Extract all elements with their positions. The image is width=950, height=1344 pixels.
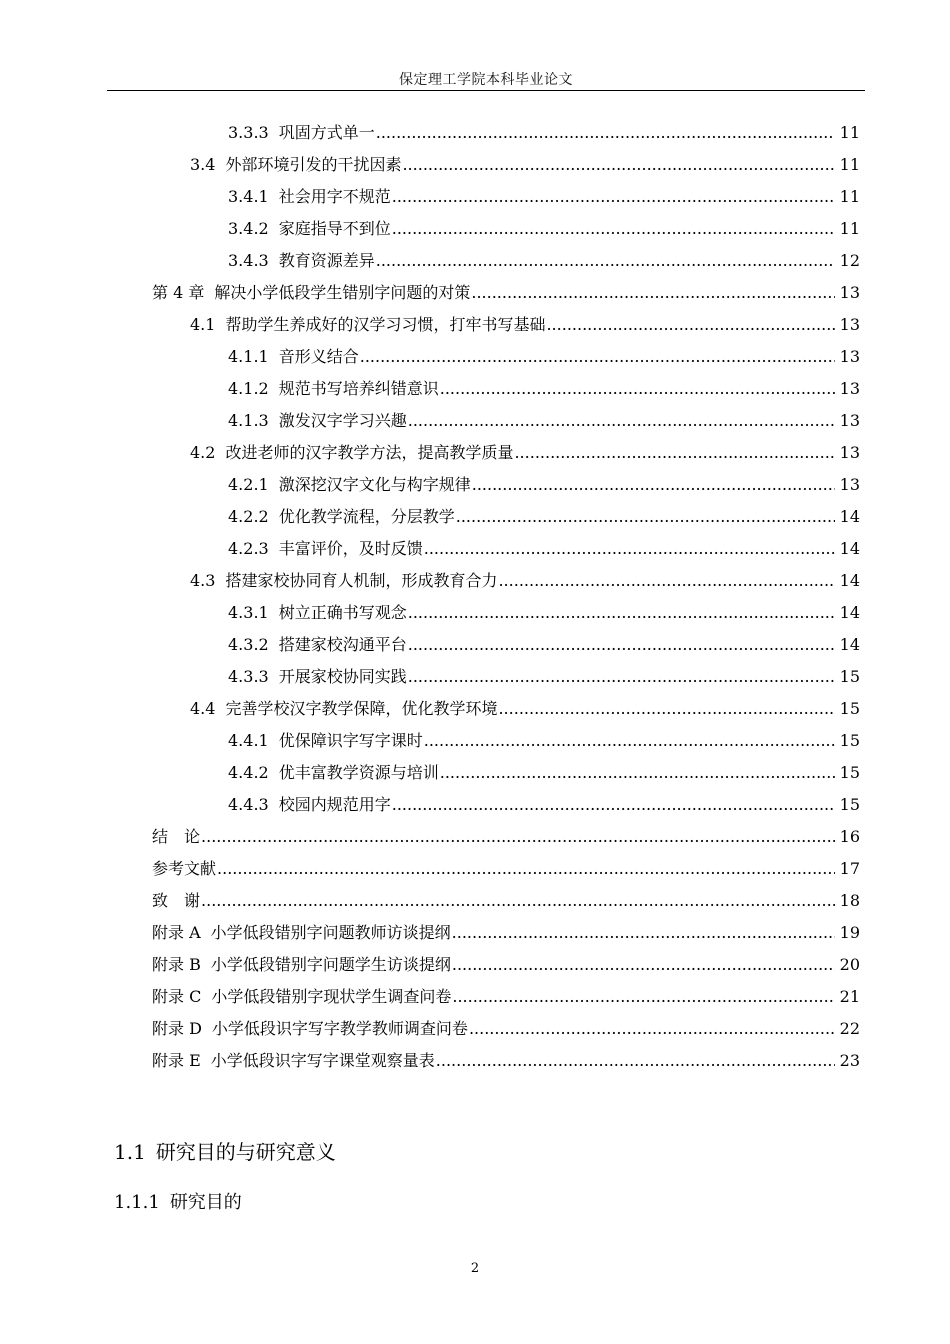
toc-entry-title: 外部环境引发的干扰因素 bbox=[225, 155, 402, 174]
toc-entry-title: 结 论 bbox=[152, 827, 201, 846]
toc-entry-page: 14 bbox=[839, 603, 860, 622]
toc-dot-leader bbox=[402, 149, 835, 181]
table-of-contents bbox=[0, 117, 950, 1077]
toc-entry-page: 11 bbox=[839, 155, 860, 174]
toc-entry[interactable] bbox=[0, 693, 950, 725]
toc-dot-leader bbox=[217, 853, 835, 885]
toc-entry-label bbox=[228, 117, 375, 149]
toc-entry-label bbox=[190, 693, 497, 725]
toc-entry[interactable] bbox=[0, 917, 950, 949]
toc-entry-title: 规范书写培养纠错意识 bbox=[278, 379, 439, 398]
section-heading-1-1 bbox=[114, 1138, 336, 1166]
toc-entry-number: 附录 A bbox=[152, 923, 201, 942]
toc-dot-leader bbox=[376, 245, 835, 277]
toc-dot-leader bbox=[376, 117, 835, 149]
toc-entry[interactable] bbox=[0, 309, 950, 341]
toc-entry[interactable] bbox=[0, 757, 950, 789]
toc-entry-page: 18 bbox=[839, 891, 860, 910]
toc-entry-number: 第 4 章 bbox=[152, 283, 205, 302]
toc-dot-leader bbox=[452, 917, 835, 949]
toc-dot-leader bbox=[392, 213, 835, 245]
toc-dot-leader bbox=[498, 693, 835, 725]
toc-dot-leader bbox=[360, 341, 835, 373]
toc-entry-number: 4.1.3 bbox=[228, 411, 269, 430]
toc-dot-leader bbox=[436, 1045, 835, 1077]
page-number: 2 bbox=[470, 1261, 480, 1276]
toc-entry-page: 11 bbox=[839, 123, 860, 142]
toc-entry-number: 4.1 bbox=[190, 315, 216, 334]
toc-dot-leader bbox=[469, 1013, 835, 1045]
toc-entry-label bbox=[228, 661, 407, 693]
toc-entry-page: 21 bbox=[839, 987, 860, 1006]
toc-entry-page: 23 bbox=[839, 1051, 860, 1070]
toc-entry-title: 参考文献 bbox=[152, 859, 217, 878]
toc-entry-page: 20 bbox=[839, 955, 860, 974]
toc-entry-label bbox=[190, 565, 497, 597]
toc-entry-page: 13 bbox=[839, 347, 860, 366]
toc-entry[interactable] bbox=[0, 213, 950, 245]
toc-entry-number: 4.2.3 bbox=[228, 539, 269, 558]
toc-entry-label bbox=[190, 149, 401, 181]
toc-entry-label bbox=[152, 821, 200, 853]
toc-entry-label bbox=[228, 373, 439, 405]
toc-entry-page: 16 bbox=[839, 827, 860, 846]
subsection-heading-number: 1.1.1 bbox=[114, 1192, 160, 1213]
toc-entry-page: 13 bbox=[839, 475, 860, 494]
toc-entry-number: 4.2.1 bbox=[228, 475, 269, 494]
toc-dot-leader bbox=[424, 725, 835, 757]
toc-entry-number: 3.4.3 bbox=[228, 251, 269, 270]
section-heading-title: 研究目的与研究意义 bbox=[155, 1140, 336, 1164]
toc-entry-number: 4.1.2 bbox=[228, 379, 269, 398]
toc-entry-label bbox=[228, 405, 407, 437]
toc-entry[interactable] bbox=[0, 853, 950, 885]
toc-entry-number: 4.3 bbox=[190, 571, 216, 590]
toc-entry[interactable] bbox=[0, 501, 950, 533]
toc-entry-label bbox=[228, 597, 407, 629]
toc-entry-label bbox=[152, 885, 200, 917]
toc-entry-label bbox=[228, 725, 423, 757]
toc-entry[interactable] bbox=[0, 885, 950, 917]
toc-entry-title: 完善学校汉字教学保障，优化教学环境 bbox=[225, 699, 498, 718]
toc-entry-page: 14 bbox=[839, 507, 860, 526]
toc-entry[interactable] bbox=[0, 405, 950, 437]
toc-entry-title: 开展家校协同实践 bbox=[278, 667, 407, 686]
toc-entry-label bbox=[228, 789, 391, 821]
toc-entry-label bbox=[228, 629, 407, 661]
toc-entry-title: 丰富评价，及时反馈 bbox=[278, 539, 423, 558]
toc-entry-title: 优丰富教学资源与培训 bbox=[278, 763, 439, 782]
toc-entry[interactable] bbox=[0, 725, 950, 757]
toc-entry-page: 22 bbox=[839, 1019, 860, 1038]
toc-entry-label bbox=[228, 341, 359, 373]
toc-entry-number: 3.4.2 bbox=[228, 219, 269, 238]
toc-entry-label bbox=[228, 469, 471, 501]
toc-entry-title: 小学低段错别字问题教师访谈提纲 bbox=[210, 923, 451, 942]
toc-entry-title: 解决小学低段学生错别字问题的对策 bbox=[214, 283, 471, 302]
toc-entry[interactable] bbox=[0, 117, 950, 149]
toc-entry-page: 17 bbox=[839, 859, 860, 878]
toc-entry-label bbox=[152, 981, 451, 1013]
toc-entry[interactable] bbox=[0, 341, 950, 373]
toc-dot-leader bbox=[471, 277, 835, 309]
toc-entry-number: 附录 E bbox=[152, 1051, 201, 1070]
toc-dot-leader bbox=[408, 597, 835, 629]
toc-entry-page: 13 bbox=[839, 411, 860, 430]
toc-entry-page: 15 bbox=[839, 731, 860, 750]
toc-dot-leader bbox=[408, 629, 835, 661]
toc-entry-title: 搭建家校沟通平台 bbox=[278, 635, 407, 654]
toc-entry-title: 树立正确书写观念 bbox=[278, 603, 407, 622]
toc-entry-page: 13 bbox=[839, 283, 860, 302]
toc-dot-leader bbox=[392, 181, 835, 213]
toc-entry-title: 小学低段错别字现状学生调查问卷 bbox=[211, 987, 452, 1006]
toc-entry[interactable] bbox=[0, 629, 950, 661]
toc-entry-number: 4.4 bbox=[190, 699, 216, 718]
toc-entry-page: 12 bbox=[839, 251, 860, 270]
toc-entry-number: 3.4.1 bbox=[228, 187, 269, 206]
toc-entry[interactable] bbox=[0, 149, 950, 181]
toc-entry-label bbox=[228, 501, 455, 533]
toc-dot-leader bbox=[440, 757, 835, 789]
toc-entry[interactable] bbox=[0, 181, 950, 213]
toc-entry-number: 4.3.3 bbox=[228, 667, 269, 686]
toc-entry[interactable] bbox=[0, 469, 950, 501]
toc-entry-label bbox=[152, 1045, 435, 1077]
toc-entry-page: 13 bbox=[839, 315, 860, 334]
toc-dot-leader bbox=[498, 565, 835, 597]
toc-entry[interactable] bbox=[0, 821, 950, 853]
toc-entry-label bbox=[190, 309, 545, 341]
toc-entry-label bbox=[228, 213, 391, 245]
toc-dot-leader bbox=[201, 821, 835, 853]
toc-entry-label bbox=[228, 757, 439, 789]
toc-entry-number: 4.3.2 bbox=[228, 635, 269, 654]
toc-entry-page: 15 bbox=[839, 699, 860, 718]
header-divider bbox=[107, 90, 865, 91]
toc-dot-leader bbox=[472, 469, 835, 501]
toc-entry-number: 4.4.3 bbox=[228, 795, 269, 814]
toc-entry-page: 14 bbox=[839, 571, 860, 590]
toc-entry[interactable] bbox=[0, 661, 950, 693]
toc-entry-number: 4.3.1 bbox=[228, 603, 269, 622]
toc-dot-leader bbox=[452, 981, 835, 1013]
toc-entry-page: 11 bbox=[839, 187, 860, 206]
toc-entry-label bbox=[190, 437, 513, 469]
toc-entry-title: 优保障识字写字课时 bbox=[278, 731, 423, 750]
toc-entry-number: 4.2 bbox=[190, 443, 216, 462]
toc-entry-page: 15 bbox=[839, 763, 860, 782]
toc-entry-title: 社会用字不规范 bbox=[278, 187, 391, 206]
toc-dot-leader bbox=[408, 405, 835, 437]
toc-entry[interactable] bbox=[0, 1013, 950, 1045]
toc-entry[interactable] bbox=[0, 565, 950, 597]
toc-entry[interactable] bbox=[0, 597, 950, 629]
toc-dot-leader bbox=[424, 533, 835, 565]
toc-entry-title: 教育资源差异 bbox=[278, 251, 375, 270]
subsection-heading-1-1-1 bbox=[114, 1190, 242, 1216]
toc-entry-title: 激深挖汉字文化与构字规律 bbox=[278, 475, 471, 494]
toc-entry[interactable] bbox=[0, 437, 950, 469]
toc-dot-leader bbox=[514, 437, 835, 469]
toc-dot-leader bbox=[201, 885, 835, 917]
toc-entry[interactable] bbox=[0, 949, 950, 981]
toc-entry-title: 小学低段识字写字课堂观察量表 bbox=[210, 1051, 435, 1070]
toc-entry[interactable] bbox=[0, 245, 950, 277]
toc-entry[interactable] bbox=[0, 789, 950, 821]
toc-entry-page: 11 bbox=[839, 219, 860, 238]
section-heading-number: 1.1 bbox=[114, 1140, 146, 1164]
toc-entry-label bbox=[228, 533, 423, 565]
toc-entry-title: 小学低段识字写字教学教师调查问卷 bbox=[211, 1019, 468, 1038]
toc-entry-page: 13 bbox=[839, 443, 860, 462]
toc-entry[interactable] bbox=[0, 533, 950, 565]
toc-entry-title: 改进老师的汉字教学方法，提高教学质量 bbox=[225, 443, 514, 462]
toc-entry-number: 3.4 bbox=[190, 155, 216, 174]
toc-dot-leader bbox=[452, 949, 835, 981]
toc-entry[interactable] bbox=[0, 1045, 950, 1077]
toc-dot-leader bbox=[440, 373, 835, 405]
toc-entry-label bbox=[152, 917, 451, 949]
toc-entry-title: 帮助学生养成好的汉学习习惯，打牢书写基础 bbox=[225, 315, 546, 334]
toc-entry-page: 15 bbox=[839, 667, 860, 686]
toc-entry[interactable] bbox=[0, 277, 950, 309]
toc-entry-page: 13 bbox=[839, 379, 860, 398]
toc-dot-leader bbox=[546, 309, 835, 341]
toc-entry-label bbox=[152, 853, 216, 885]
toc-entry-number: 4.1.1 bbox=[228, 347, 269, 366]
toc-entry-label bbox=[152, 949, 451, 981]
toc-entry[interactable] bbox=[0, 981, 950, 1013]
toc-entry-number: 附录 C bbox=[152, 987, 202, 1006]
running-header: 保定理工学院本科毕业论文 bbox=[399, 72, 573, 88]
toc-entry-title: 小学低段错别字问题学生访谈提纲 bbox=[210, 955, 451, 974]
toc-entry-label bbox=[152, 277, 470, 309]
toc-dot-leader bbox=[456, 501, 835, 533]
toc-entry-title: 搭建家校协同育人机制，形成教育合力 bbox=[225, 571, 498, 590]
toc-entry-page: 15 bbox=[839, 795, 860, 814]
toc-entry-number: 4.4.2 bbox=[228, 763, 269, 782]
toc-entry-title: 巩固方式单一 bbox=[278, 123, 375, 142]
toc-entry-number: 附录 D bbox=[152, 1019, 202, 1038]
toc-entry[interactable] bbox=[0, 373, 950, 405]
toc-entry-number: 附录 B bbox=[152, 955, 201, 974]
toc-entry-number: 3.3.3 bbox=[228, 123, 269, 142]
toc-entry-title: 家庭指导不到位 bbox=[278, 219, 391, 238]
toc-entry-number: 4.2.2 bbox=[228, 507, 269, 526]
toc-entry-page: 14 bbox=[839, 635, 860, 654]
toc-entry-label bbox=[228, 181, 391, 213]
toc-entry-number: 4.4.1 bbox=[228, 731, 269, 750]
toc-entry-title: 校园内规范用字 bbox=[278, 795, 391, 814]
toc-entry-label bbox=[152, 1013, 468, 1045]
toc-entry-title: 音形义结合 bbox=[278, 347, 359, 366]
toc-entry-title: 致 谢 bbox=[152, 891, 201, 910]
toc-entry-title: 优化教学流程，分层教学 bbox=[278, 507, 455, 526]
toc-entry-label bbox=[228, 245, 375, 277]
toc-dot-leader bbox=[408, 661, 835, 693]
toc-entry-title: 激发汉字学习兴趣 bbox=[278, 411, 407, 430]
toc-entry-page: 14 bbox=[839, 539, 860, 558]
subsection-heading-title: 研究目的 bbox=[169, 1192, 242, 1213]
toc-entry-page: 19 bbox=[839, 923, 860, 942]
toc-dot-leader bbox=[392, 789, 835, 821]
